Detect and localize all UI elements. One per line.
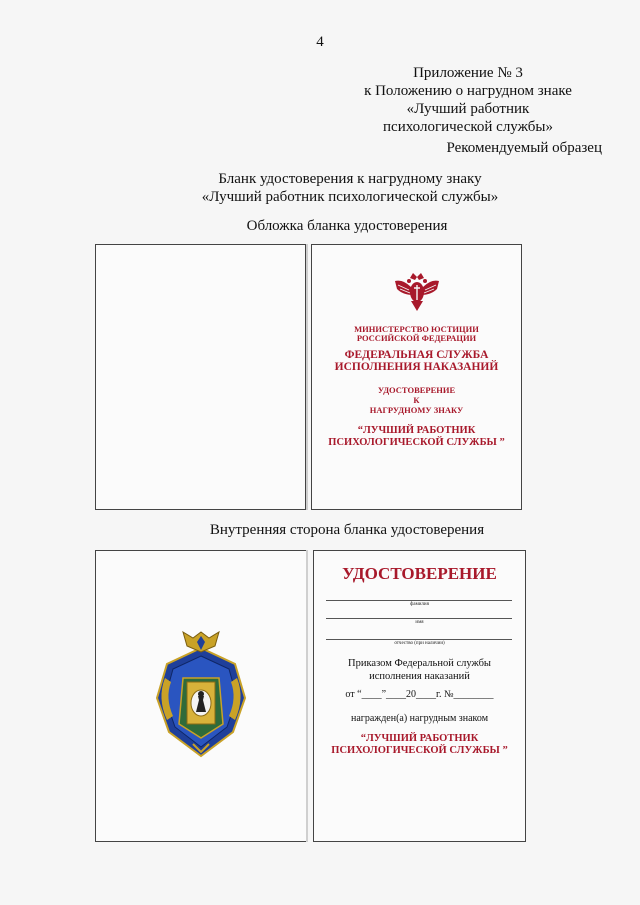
order-line: исполнения наказаний (369, 671, 470, 682)
cover-badge-name (312, 425, 521, 449)
inside-badge-name (314, 733, 525, 757)
cover-front-panel (311, 244, 522, 510)
cover-caption: Обложка бланка удостоверения (246, 218, 448, 234)
surname-line (326, 600, 512, 601)
inside-caption: Внутренняя сторона бланка удостоверения (209, 522, 485, 538)
appendix-header (338, 64, 598, 136)
inside-badge-line: ПСИХОЛОГИЧЕСКОЙ СЛУЖБЫ ” (331, 745, 508, 756)
cover-badge-line: “ЛУЧШИЙ РАБОТНИК (357, 425, 476, 436)
recommended-sample-label: Рекомендуемый образец (446, 140, 602, 156)
cover-cert-line: НАГРУДНОМУ ЗНАКУ (369, 405, 464, 415)
surname-caption: фамилия (410, 602, 429, 607)
appendix-line: психологической службы» (383, 119, 553, 135)
page-number: 4 (316, 34, 324, 50)
patronymic-caption: отчество (при наличии) (394, 641, 445, 646)
name-caption: имя (415, 620, 424, 625)
name-line (326, 618, 512, 619)
badge-emblem-icon (153, 628, 249, 764)
patronymic-line (326, 639, 512, 640)
blank-title-line: «Лучший работник психологической службы» (201, 189, 499, 205)
cover-cert-line: К (413, 395, 420, 405)
inside-badge-line: “ЛУЧШИЙ РАБОТНИК (360, 733, 479, 744)
cover-ministry-line: РОССИЙСКОЙ ФЕДЕРАЦИИ (356, 333, 477, 343)
cover-ministry (312, 325, 521, 343)
cover-service (312, 349, 521, 373)
cover-badge-line: ПСИХОЛОГИЧЕСКОЙ СЛУЖБЫ ” (328, 437, 505, 448)
awarded-text: награжден(а) нагрудным знаком (350, 713, 489, 724)
blank-title-line: Бланк удостоверения к нагрудному знаку (218, 171, 482, 187)
cover-spine (306, 244, 308, 510)
cover-ministry-line: МИНИСТЕРСТВО ЮСТИЦИИ (354, 324, 479, 334)
certificate-title: УДОСТОВЕРЕНИЕ (342, 564, 497, 583)
inside-spine (306, 550, 308, 842)
cover-service-line: ФЕДЕРАЛЬНАЯ СЛУЖБА (344, 349, 489, 361)
cover-service-line: ИСПОЛНЕНИЯ НАКАЗАНИЙ (334, 361, 499, 373)
cover-back-panel (95, 244, 306, 510)
appendix-line: Приложение № 3 (413, 65, 523, 81)
cover-certificate-title (312, 385, 521, 415)
appendix-line: «Лучший работник (406, 101, 530, 117)
eagle-emblem-icon (391, 271, 443, 313)
order-text (314, 657, 525, 683)
blank-title (0, 170, 640, 206)
cover-cert-line: УДОСТОВЕРЕНИЕ (377, 385, 456, 395)
appendix-line: к Положению о нагрудном знаке (364, 83, 572, 99)
order-date-line: от “____”____20____г. №________ (345, 689, 494, 700)
inside-right-panel (313, 550, 526, 842)
inside-left-panel (95, 550, 308, 842)
order-line: Приказом Федеральной службы (348, 658, 491, 669)
